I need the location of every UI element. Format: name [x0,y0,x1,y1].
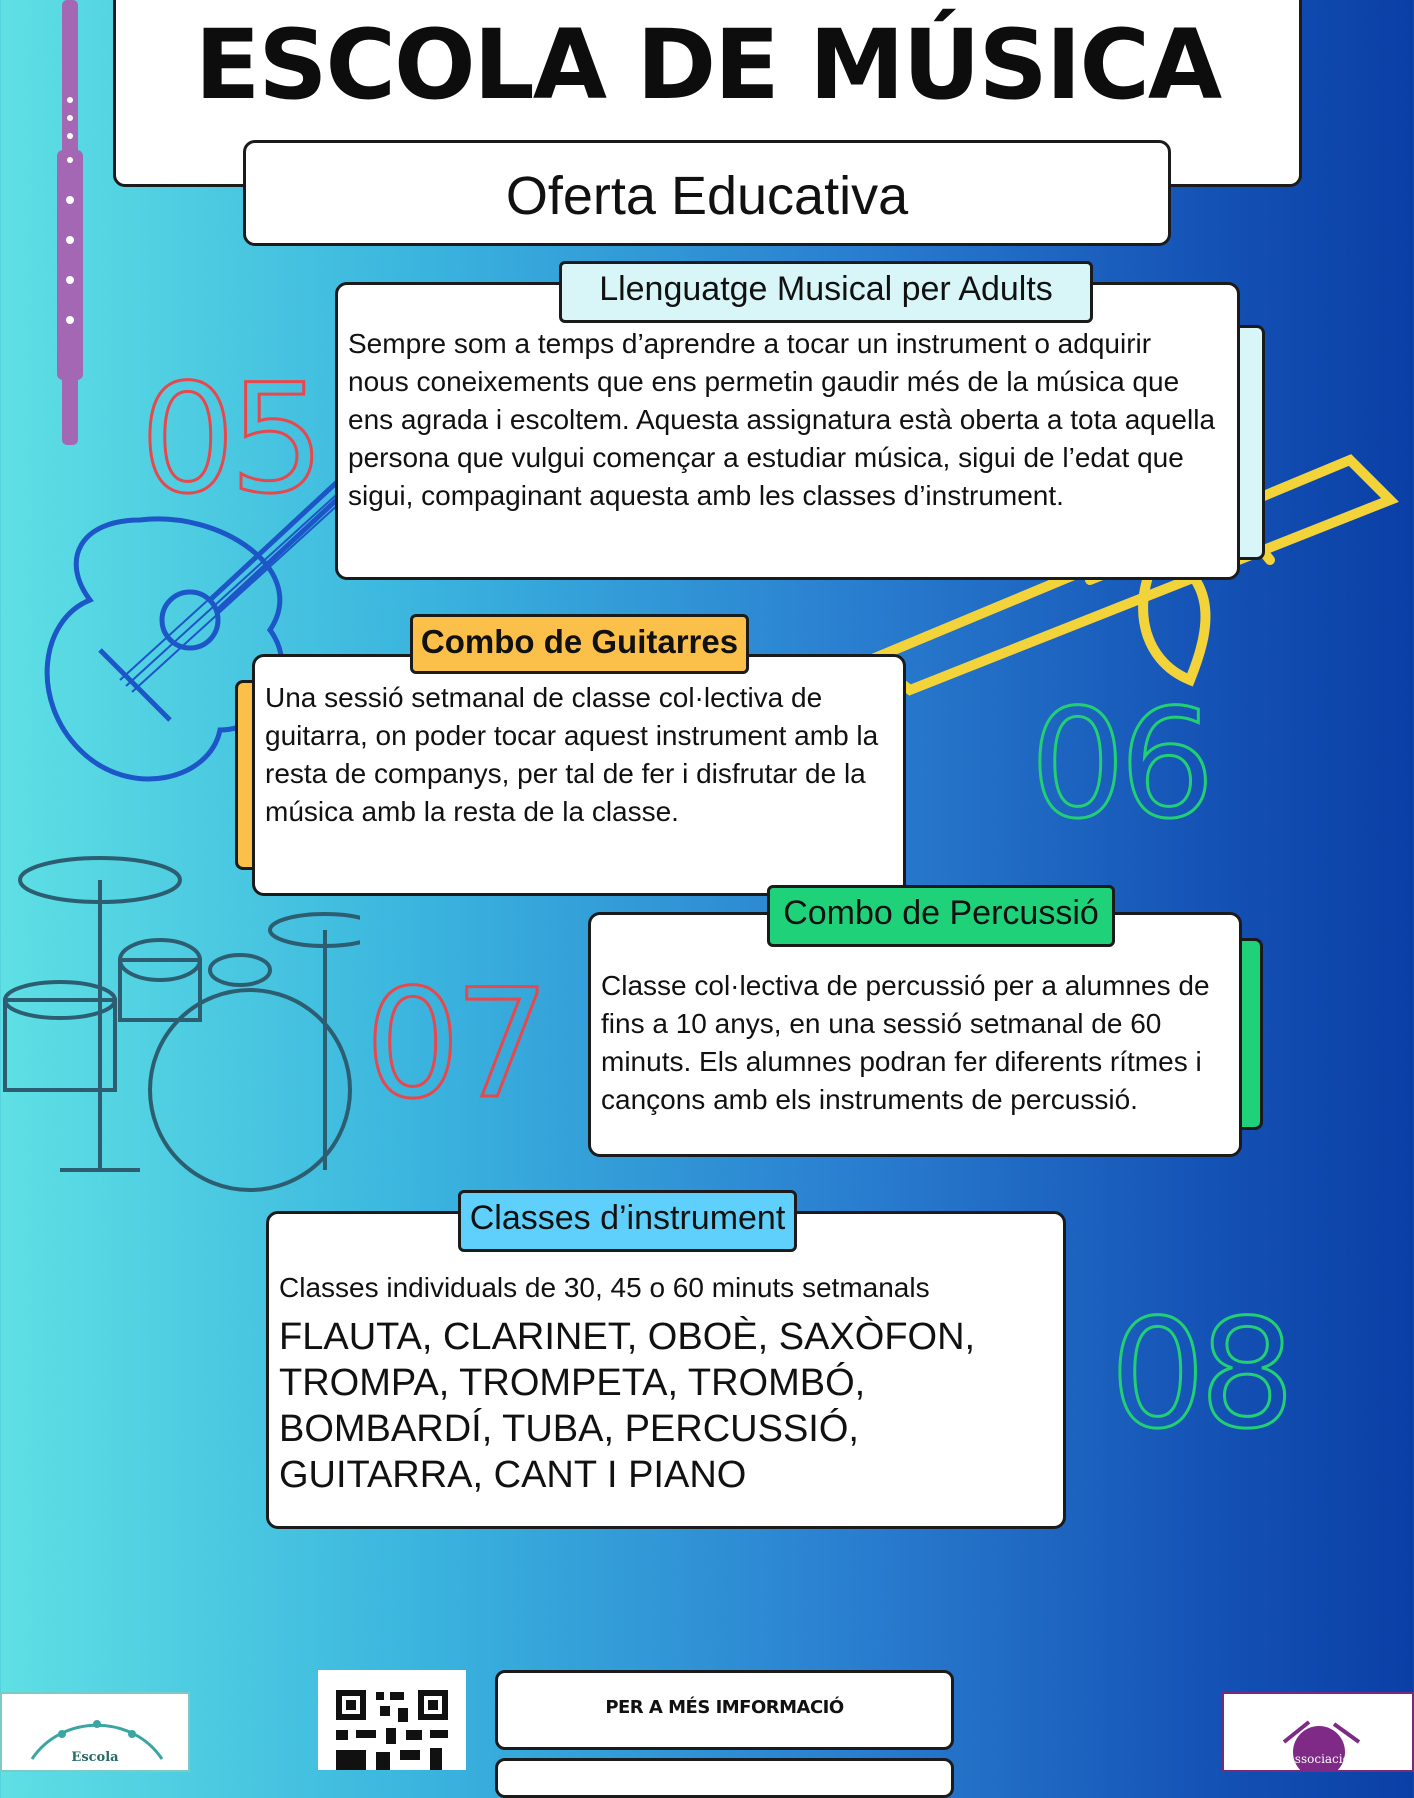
section-number-07: 07 [365,958,544,1132]
logo-left-label: Escola [71,1750,119,1765]
section-07-text: Classe col·lectiva de percussió per a alumnes de fins a 10 anys, en una sessió setmanal de 60 minuts. Els alumnes podran fer diferents rítmes i cançons amb els instruments de percussió. [601,970,1210,1115]
flute-icon [40,0,100,450]
qr-code[interactable] [318,1670,466,1770]
page-subtitle: Oferta Educativa [505,166,909,226]
section-06-heading: Combo de Guitarres [410,614,749,674]
section-05-heading: Llenguatge Musical per Adults [559,261,1093,323]
qr-code-icon [336,1690,448,1770]
logo-right-label: Associació [1286,1752,1350,1766]
school-logo-left [0,1692,190,1772]
section-08-text: Classes individuals de 30, 45 o 60 minuts setmanals [279,1272,930,1303]
section-number-08: 08 [1110,1288,1289,1462]
more-info-button[interactable] [495,1670,954,1750]
drum-kit-icon [0,850,360,1200]
subtitle-card [243,140,1171,246]
section-07-heading: Combo de Percussió [767,885,1115,947]
section-number-05: 05 [140,353,319,527]
more-info-label: PER A MÉS IMFORMACIÓ [605,1697,844,1718]
section-07-card [588,912,1242,1157]
section-05-text: Sempre som a temps d’aprendre a tocar un instrument o adquirir nous coneixements que ens permetin gaudir més de la música que ens agrada i escoltem. Aquesta assignatura està oberta a tota aquella persona que vulgui començar a estudiar música, sigui de l’edat que sigui, compaginant aquesta amb les classes d’instrument. [348,328,1216,511]
association-logo-right [1222,1692,1414,1772]
section-06-card [252,654,906,896]
section-08-card [266,1211,1066,1529]
section-08-instrument-list: FLAUTA, CLARINET, OBOÈ, SAXÒFON, TROMPA, TROMPETA, TROMBÓ, BOMBARDÍ, TUBA, PERCUSSIÓ, GUITARRA, CANT I PIANO [279,1316,976,1496]
section-08-heading: Classes d’instrument [458,1190,797,1252]
section-06-text: Una sessió setmanal de classe col·lectiva de guitarra, on poder tocar aquest instrument amb la resta de companys, per tal de fer i disfrutar de la música amb la resta de la classe. [265,682,879,827]
page-title: ESCOLA DE MÚSICA [194,9,1221,121]
section-number-06: 06 [1030,678,1209,852]
section-05-card [335,282,1240,580]
footer-second-button[interactable] [495,1758,954,1798]
